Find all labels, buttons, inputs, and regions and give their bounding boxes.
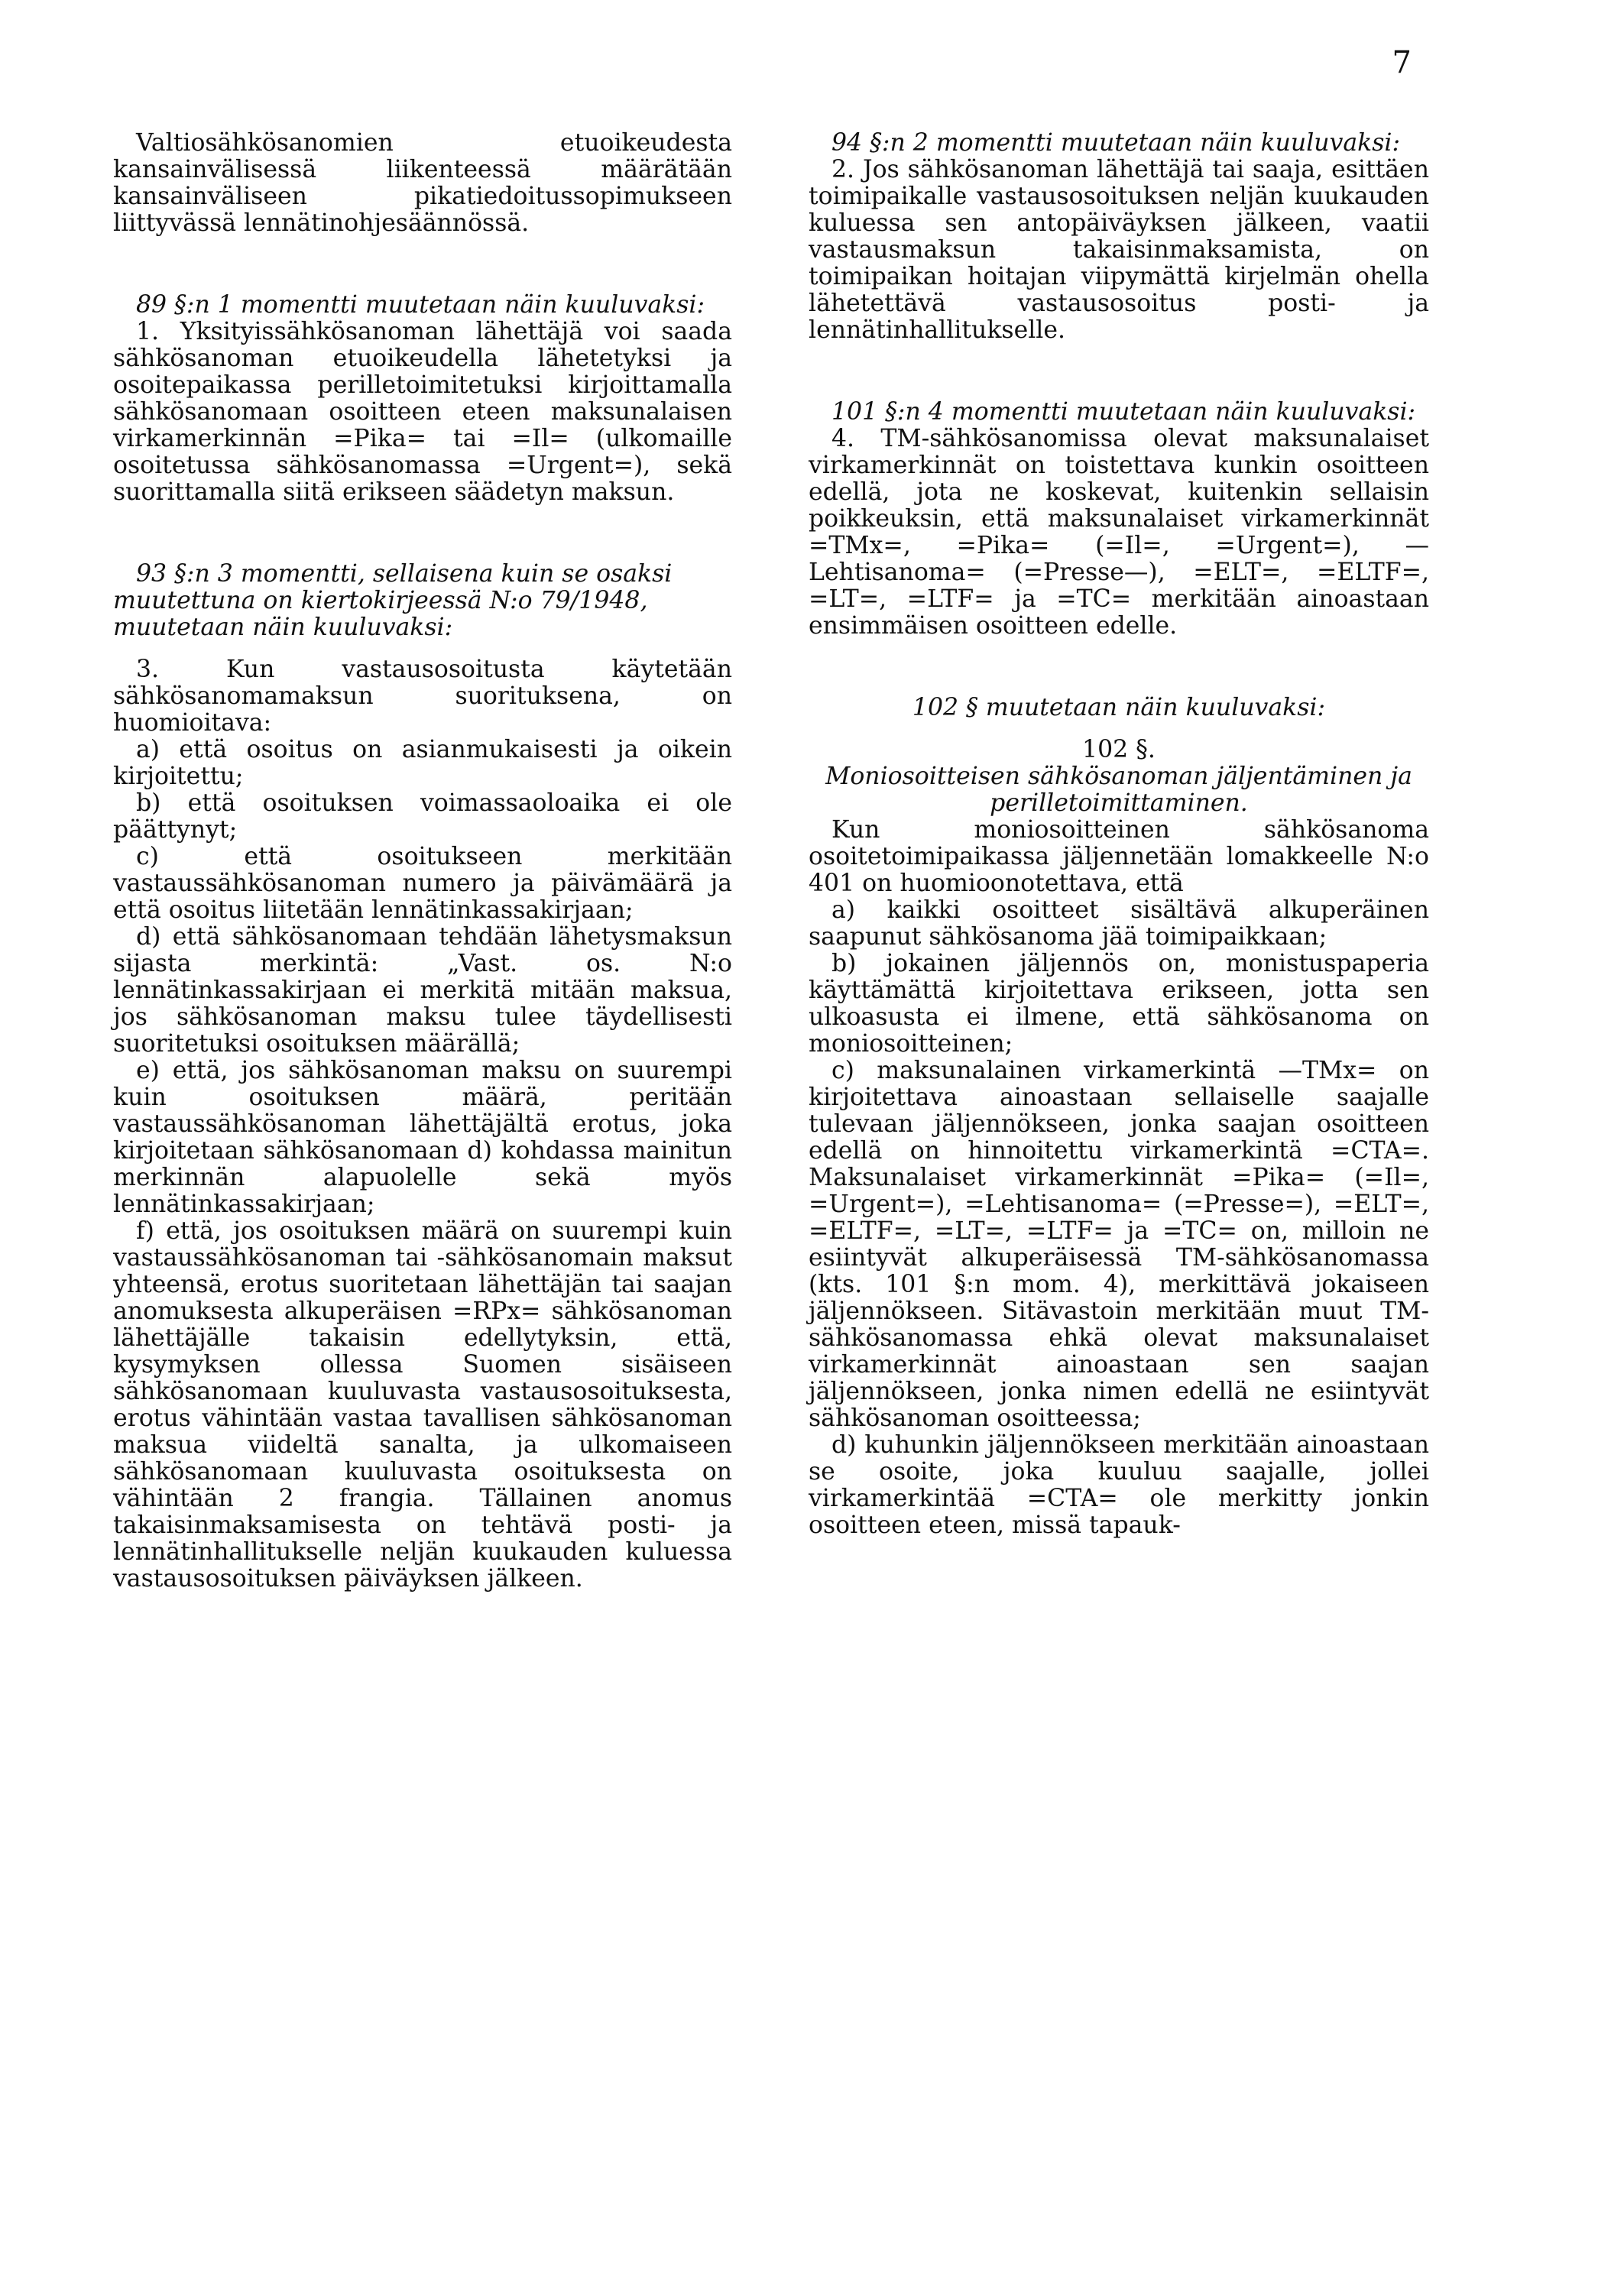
- section-89-heading: 89 §:n 1 momentti muutetaan näin kuuluvaksi:: [136, 291, 705, 319]
- intro-paragraph: Valtiosähkösanomien etuoikeudesta kansainvälisessä liikenteessä määrätään kansainväliseen pikatiedoitussopimukseen liittyvässä lennätinohjesäännössä.: [113, 129, 732, 237]
- section-101-paragraph: 4. TM-sähkösanomissa olevat maksunalaiset virkamerkinnät on toistettava kunkin osoitteen edellä, jota ne koskevat, kuitenkin sellaisin poikkeuksin, että maksunalaiset virkamerkinnät =TMx=, =Pika= (=Il=, =Urgent=), —Lehtisanoma= (=Presse—), =ELT=, =ELTF=, =LT=, =LTF= ja =TC= merkitään ainoastaan ensimmäisen osoitteen edelle.: [809, 425, 1429, 640]
- item-rd: d) kuhunkin jäljennökseen merkitään ainoastaan se osoite, joka kuuluu saajalle, jollei virkamerkintää =CTA= ole merkitty jonkin osoitteen eteen, missä tapauk-: [809, 1431, 1429, 1539]
- item-b: b) että osoituksen voimassaoloaika ei ole päättynyt;: [113, 789, 732, 844]
- item-rc: c) maksunalainen virkamerkintä —TMx= on kirjoitettava ainoastaan sellaiselle saajalle tulevaan jäljennökseen, jonka saajan osoitteen edellä on hinnoitettu virkamerkintä =CTA=. Maksunalaiset virkamerkinnät =Pika= (=Il=, =Urgent=), =Lehtisanoma= (=Presse=), =ELT=, =ELTF=, =LT=, =LTF= ja =TC= on, milloin ne esiintyvät alkuperäisessä TM-sähkösanomassa (kts. 101 §:n mom. 4), merkittävä jokaiseen jäljennökseen. Sitävastoin merkitään muut TM-sähkösanomassa ehkä olevat maksunalaiset virkamerkinnät ainoastaan sen saajan jäljennökseen, jonka nimen edellä ne esiintyvät sähkösanoman osoitteessa;: [809, 1057, 1429, 1432]
- section-101-heading: 101 §:n 4 momentti muutetaan näin kuuluvaksi:: [831, 398, 1416, 426]
- section-102-heading: 102 § muutetaan näin kuuluvaksi:: [912, 694, 1326, 721]
- section-102-symbol: 102 §.: [1082, 736, 1156, 763]
- right-column: [809, 130, 1429, 1539]
- page-number: 7: [1392, 45, 1412, 80]
- section-93-heading: 93 §:n 3 momentti, sellaisena kuin se osaksi muutettuna on kiertokirjeessä N:o 79/1948, muutetaan näin kuuluvaksi:: [113, 560, 673, 641]
- section-94-heading: 94 §:n 2 momentti muutetaan näin kuuluvaksi:: [831, 129, 1401, 157]
- item-d: d) että sähkösanomaan tehdään lähetysmaksun sijasta merkintä: „Vast. os. N:o lennätinkassakirjaan ei merkitä mitään maksua, jos sähkösanoman maksu tulee täydellisesti suoritetuksi osoituksen määrällä;: [113, 923, 732, 1058]
- section-102-title: Moniosoitteisen sähkösanoman jäljentäminen ja perilletoimittaminen.: [825, 763, 1412, 817]
- item-e: e) että, jos sähkösanoman maksu on suurempi kuin osoituksen määrä, peritään vastaussähkösanoman lähettäjältä erotus, joka kirjoitetaan sähkösanomaan d) kohdassa mainitun merkinnän alapuolelle sekä myös lennätinkassakirjaan;: [113, 1057, 732, 1218]
- section-102-paragraph: Kun moniosoitteinen sähkösanoma osoitetoimipaikassa jäljennetään lomakkeelle N:o 401 on huomioonotettava, että: [809, 816, 1429, 897]
- section-89-paragraph: 1. Yksityissähkösanoman lähettäjä voi saada sähkösanoman etuoikeudella lähetetyksi ja osoitepaikassa perilletoimitetuksi kirjoittamalla sähkösanomaan osoitteen eteen maksunalaisen virkamerkinnän =Pika= tai =Il= (ulkomaille osoitetussa sähkösanomassa =Urgent=), sekä suorittamalla siitä erikseen säädetyn maksun.: [113, 318, 732, 506]
- item-a: a) että osoitus on asianmukaisesti ja oikein kirjoitettu;: [113, 736, 732, 790]
- item-f: f) että, jos osoituksen määrä on suurempi kuin vastaussähkösanoman tai -sähkösanomain maksut yhteensä, erotus suoritetaan lähettäjän tai saajan anomuksesta alkuperäisen =RPx= sähkösanoman lähettäjälle takaisin edellytyksin, että, kysymyksen ollessa Suomen sisäiseen sähkösanomaan kuuluvasta vastausosoituksesta, erotus vähintään vastaa tavallisen sähkösanoman maksua viideltä sanalta, ja ulkomaiseen sähkösanomaan kuuluvasta osoituksesta on vähintään 2 frangia. Tällainen anomus takaisinmaksamisesta on tehtävä posti- ja lennätinhallitukselle neljän kuukauden kuluessa vastausosoituksen päiväyksen jälkeen.: [113, 1217, 732, 1592]
- item-rb: b) jokainen jäljennös on, monistuspaperia käyttämättä kirjoitettava erikseen, jotta sen ulkoasusta ei ilmene, että sähkösanoma on moniosoitteinen;: [809, 950, 1429, 1058]
- left-column: [113, 130, 732, 1592]
- item-ra: a) kaikki osoitteet sisältävä alkuperäinen saapunut sähkösanoma jää toimipaikkaan;: [809, 896, 1429, 951]
- section-93-paragraph: 3. Kun vastausosoitusta käytetään sähkösanomamaksun suorituksena, on huomioitava:: [113, 656, 732, 737]
- section-94-paragraph: 2. Jos sähkösanoman lähettäjä tai saaja, esittäen toimipaikalle vastausosoituksen neljän kuukauden kuluessa sen antopäiväyksen jälkeen, vaatii vastausmaksun takaisinmaksamista, on toimipaikan hoitajan viipymättä kirjelmän ohella lähetettävä vastausosoitus posti- ja lennätinhallitukselle.: [809, 156, 1429, 344]
- item-c: c) että osoitukseen merkitään vastaussähkösanoman numero ja päivämäärä ja että osoitus liitetään lennätinkassakirjaan;: [113, 843, 732, 924]
